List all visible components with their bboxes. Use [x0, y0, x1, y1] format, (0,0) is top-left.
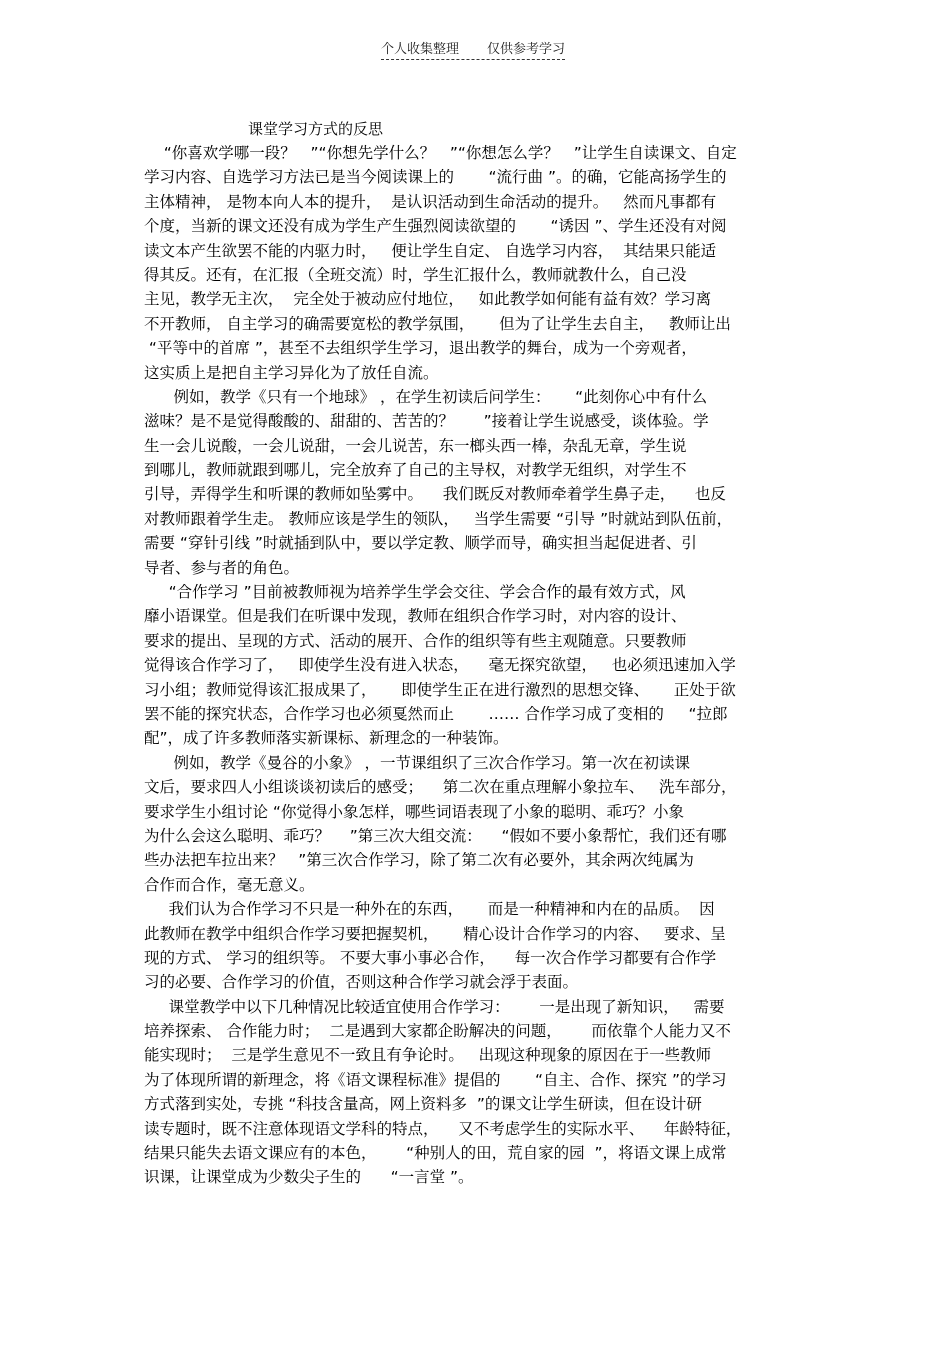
text-line: 个度，当新的课文还没有成为学生产生强烈阅读欲望的 “诱因 ”、学生还没有对阅	[144, 217, 727, 236]
text-line: 为什么会这么聪明、乖巧？ ”第三次大组交流： “假如不要小象帮忙，我们还有哪	[144, 826, 727, 845]
text-line: 到哪儿，教师就跟到哪儿，完全放弃了自己的主导权，对教学无组织，对学生不	[144, 461, 687, 480]
document-body	[144, 141, 807, 1190]
text-line: “你喜欢学哪一段？ ”“你想先学什么？ ”“你想怎么学？ ”让学生自读课文、自定	[144, 144, 737, 162]
text-line: 对教师跟着学生走。 教师应该是学生的领队， 当学生需要 “引导 ”时就站到队伍前，	[144, 509, 733, 528]
text-line: 读专题时，既不注意体现语文学科的特点， 又不考虑学生的实际水平、 年龄特征，	[144, 1119, 742, 1138]
text-line: 滋味？是不是觉得酸酸的、甜甜的、苦苦的？ ”接着让学生说感受，谈体验。学	[144, 412, 709, 431]
text-line: 能实现时； 三是学生意见不一致且有争论时。 出现这种现象的原因在于一些教师	[144, 1046, 712, 1065]
text-line: “平等中的首席 ”，甚至不去组织学生学习，退出教学的舞台，成为一个旁观者，	[144, 339, 697, 358]
text-line: 觉得该合作学习了， 即使学生没有进入状态， 毫无探究欲望， 也必须迅速加入学	[144, 656, 736, 675]
document-title: 课堂学习方式的反思	[248, 120, 384, 138]
text-line: 方式落到实处，专挑 “科技含量高，网上资料多 ”的课文让学生研读，但在设计研	[144, 1095, 702, 1114]
text-line: 例如，教学《只有一个地球》 ，在学生初读后问学生： “此刻你心中有什么	[144, 387, 708, 406]
text-line: 课堂教学中以下几种情况比较适宜使用合作学习： 一是出现了新知识， 需要	[144, 997, 725, 1016]
text-line: 习小组；教师觉得该汇报成果了， 即使学生正在进行激烈的思想交锋、 正处于欲	[144, 680, 736, 699]
text-line: 罢不能的探究状态，合作学习也必须戛然而止 …… 合作学习成了变相的 “拉郎	[144, 704, 728, 723]
text-line: 例如，教学《曼谷的小象》 ，一节课组织了三次合作学习。第一次在初读课	[144, 753, 690, 772]
text-line: “合作学习 ”目前被教师视为培养学生学会交往、学会合作的最有效方式，风	[144, 583, 686, 602]
text-line: 配”，成了许多教师落实新课标、新理念的一种装饰。	[144, 729, 509, 748]
text-line: 得其反。还有，在汇报（全班交流）时，学生汇报什么，教师就教什么，自己没	[144, 265, 687, 284]
text-line: 要求学生小组讨论 “你觉得小象怎样，哪些词语表现了小象的聪明、乖巧？小象	[144, 802, 684, 821]
text-line: 要求的提出、呈现的方式、活动的展开、合作的组织等有些主观随意。只要教师	[144, 631, 687, 650]
page-header	[381, 38, 565, 60]
text-line: 不开教师， 自主学习的确需要宽松的教学氛围， 但为了让学生去自主， 教师让出	[144, 314, 731, 333]
text-line: 读文本产生欲罢不能的内驱力时， 便让学生自定、 自选学习内容， 其结果只能适	[144, 241, 717, 260]
text-line: 培养探索、 合作能力时； 二是遇到大家都企盼解决的问题， 而依靠个人能力又不	[144, 1022, 731, 1041]
text-line: 结果只能失去语文课应有的本色， “种别人的田，荒自家的园 ”，将语文课上成常	[144, 1144, 727, 1163]
header-right-text: 仅供参考学习	[487, 42, 566, 57]
text-line: 识课，让课堂成为少数尖子生的 “一言堂 ”。	[144, 1168, 474, 1187]
text-line: 为了体现所谓的新理念，将《语文课程标准》提倡的 “自主、合作、探究 ”的学习	[144, 1070, 727, 1089]
text-line: 需要 “穿针引线 ”时就插到队中，要以学定教、顺学而导，确实担当起促进者、引	[144, 534, 697, 553]
text-line: 导者、参与者的角色。	[144, 558, 300, 577]
text-line: 学习内容、自选学习方法已是当今阅读课上的 “流行曲 ”。的确，它能高扬学生的	[144, 168, 727, 187]
text-line: 引导，弄得学生和听课的教师如坠雾中。 我们既反对教师牵着学生鼻子走， 也反	[144, 485, 726, 504]
text-line: 现的方式、 学习的组织等。 不要大事小事必合作， 每一次合作学习都要有合作学	[144, 948, 717, 967]
text-line: 主见，教学无主次， 完全处于被动应付地位， 如此教学如何能有益有效？学习离	[144, 290, 712, 309]
text-line: 我们认为合作学习不只是一种外在的东西， 而是一种精神和内在的品质。 因	[144, 900, 715, 919]
text-line: 此教师在教学中组织合作学习要把握契机， 精心设计合作学习的内容、 要求、呈	[144, 924, 726, 943]
text-line: 靡小语课堂。但是我们在听课中发现，教师在组织合作学习时，对内容的设计、	[144, 607, 687, 626]
text-line: 习的必要、合作学习的价值，否则这种合作学习就会浮于表面。	[144, 973, 579, 992]
text-line: 生一会儿说酸，一会儿说甜，一会儿说苦，东一榔头西一棒，杂乱无章，学生说	[144, 436, 687, 455]
header-left-text: 个人收集整理	[381, 42, 460, 57]
text-line: 文后，要求四人小组谈谈初读后的感受； 第二次在重点理解小象拉车、 洗车部分，	[144, 778, 737, 797]
text-line: 这实质上是把自主学习异化为了放任自流。	[144, 363, 439, 382]
text-line: 合作而合作，毫无意义。	[144, 875, 315, 894]
text-line: 些办法把车拉出来？ ”第三次合作学习，除了第二次有必要外，其余两次纯属为	[144, 851, 694, 870]
text-line: 主体精神， 是物本向人本的提升， 是认识活动到生命活动的提升。 然而凡事都有	[144, 192, 717, 211]
